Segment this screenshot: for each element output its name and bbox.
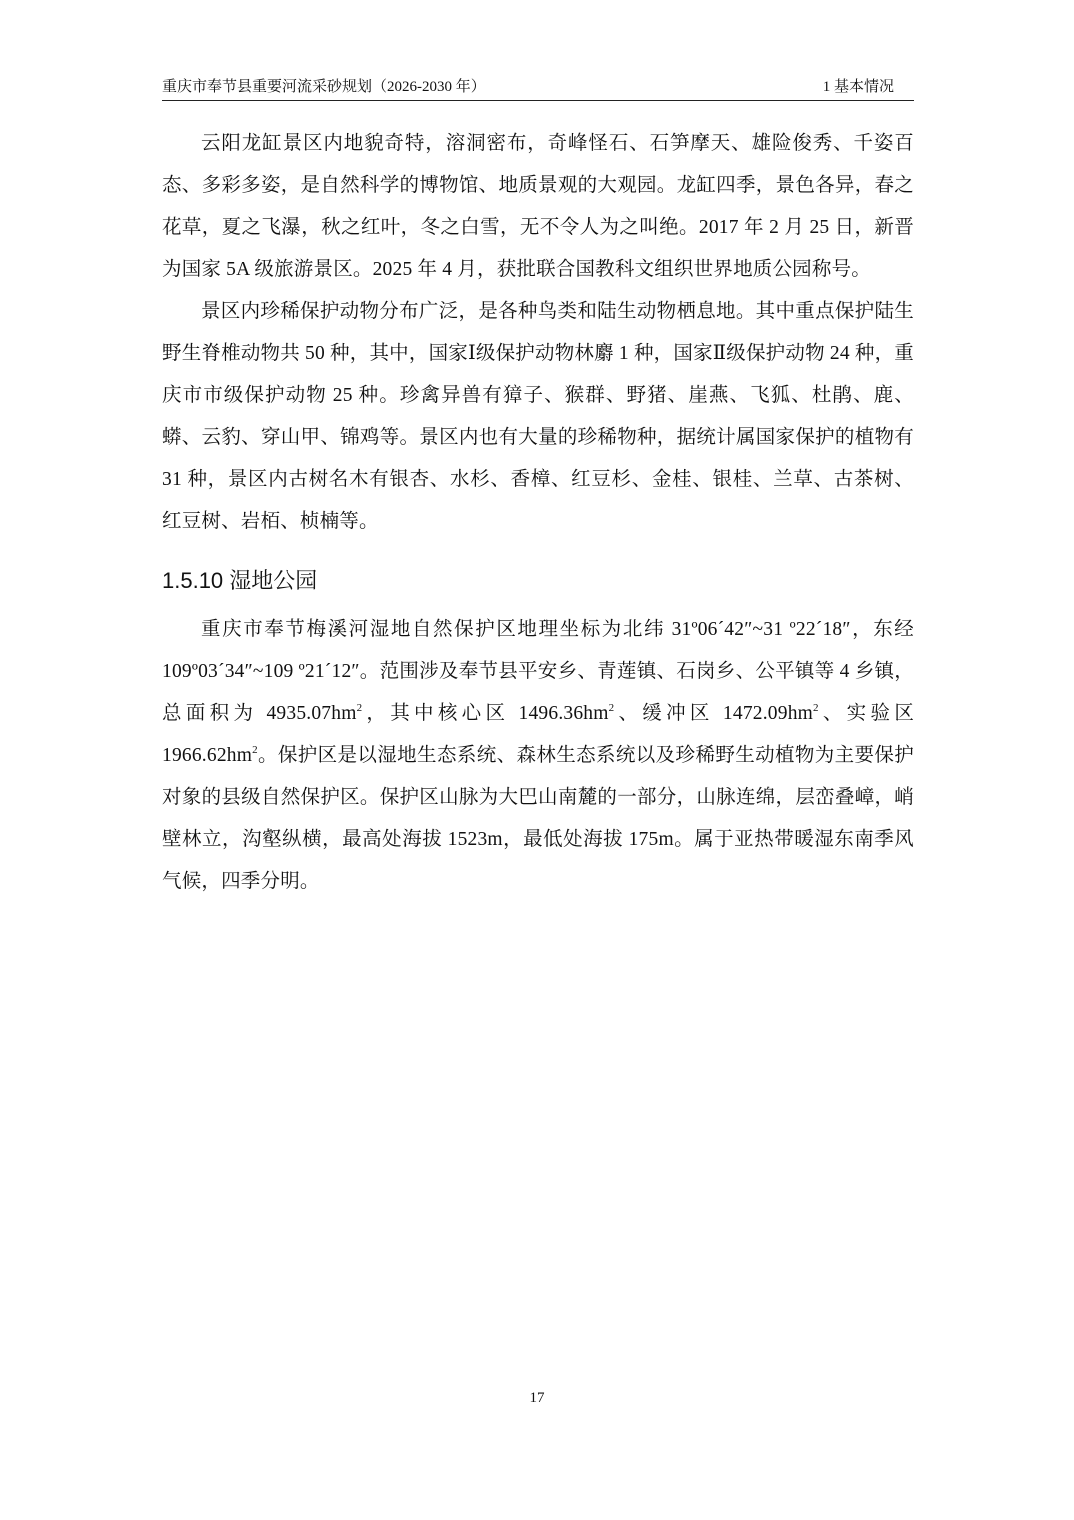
superscript-2: 2	[813, 702, 819, 714]
page-number: 17	[529, 1390, 545, 1406]
superscript-2: 2	[356, 702, 363, 714]
wetland-text-1: 重庆市奉节梅溪河湿地自然保护区地理坐标为北纬 31º06´42″~31 º22´18″，东经 109º03´34″~109 º21´12″。范围涉及奉节县平安乡、青莲镇、石岗乡、公平镇等 4 乡镇，总面积为 4935.07hm	[162, 619, 914, 724]
wetland-text-5: 。保护区是以湿地生态系统、森林生态系统以及珍稀野生动植物为主要保护对象的县级自然保护区。保护区山脉为大巴山南麓的一部分，山脉连绵，层峦叠嶂，峭壁林立，沟壑纵横，最高处海拔 1523m，最低处海拔 175m。属于亚热带暖湿东南季风气候，四季分明。	[162, 745, 914, 892]
chapter-label: 1 基本情况	[822, 79, 894, 95]
wetland-text-3: 、缓冲区 1472.09hm	[614, 703, 814, 724]
superscript-2: 2	[608, 702, 615, 714]
page-header	[162, 76, 914, 101]
wetland-text-2: ，其中核心区 1496.36hm	[362, 703, 609, 724]
superscript-2: 2	[252, 744, 258, 756]
paragraph-longgang-scenery: 云阳龙缸景区内地貌奇特，溶洞密布，奇峰怪石、石笋摩天、雄险俊秀、千姿百态、多彩多姿，是自然科学的博物馆、地质景观的大观园。龙缸四季，景色各异，春之花草，夏之飞瀑，秋之红叶，冬之白雪，无不令人为之叫绝。2017 年 2 月 25 日，新晋为国家 5A 级旅游景区。2025 年 4 月，获批联合国教科文组织世界地质公园称号。	[162, 133, 914, 280]
main-content	[162, 123, 914, 903]
section-heading-wetland-park: 1.5.10 湿地公园	[162, 568, 318, 593]
paragraph-wetland-reserve	[162, 609, 914, 903]
document-title: 重庆市奉节县重要河流采砂规划（2026-2030 年）	[162, 79, 486, 95]
wetland-text-4: 、实验区 1966.62hm	[162, 703, 915, 766]
paragraph-protected-species: 景区内珍稀保护动物分布广泛，是各种鸟类和陆生动物栖息地。其中重点保护陆生野生脊椎动物共 50 种，其中，国家Ⅰ级保护动物林麝 1 种，国家Ⅱ级保护动物 24 种，重庆市市级保护动物 25 种。珍禽异兽有獐子、猴群、野猪、崖燕、飞狐、杜鹃、鹿、蟒、云豹、穿山甲、锦鸡等。景区内也有大量的珍稀物种，据统计属国家保护的植物有 31 种，景区内古树名木有银杏、水杉、香樟、红豆杉、金桂、银桂、兰草、古茶树、红豆树、岩栢、桢楠等。	[162, 301, 914, 532]
